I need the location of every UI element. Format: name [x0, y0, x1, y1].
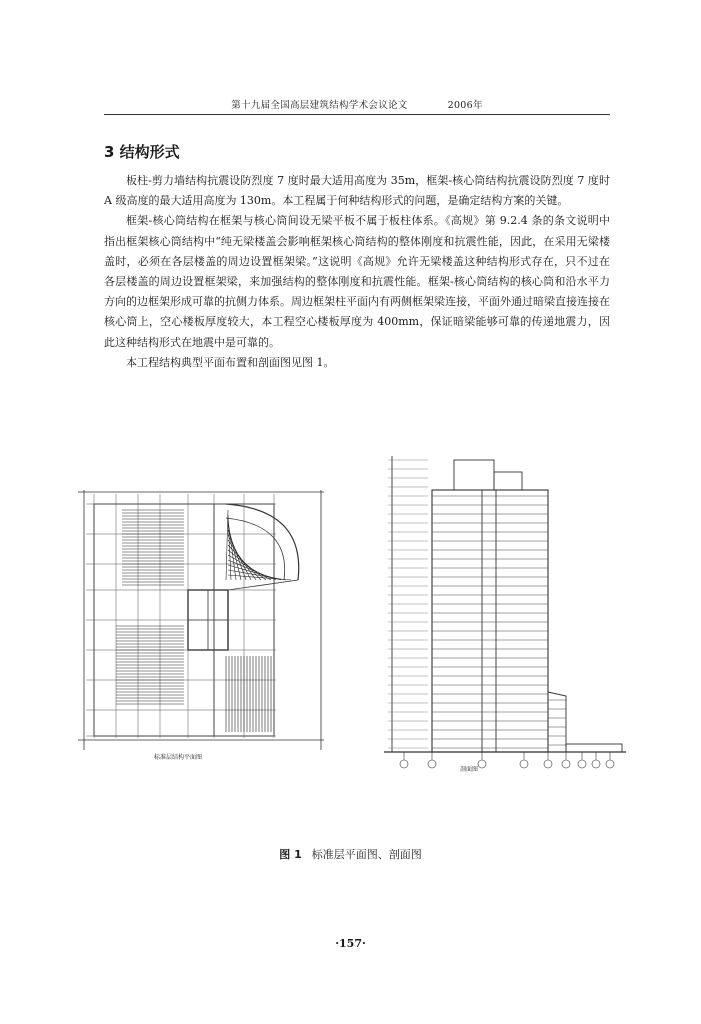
plan-radial-beam	[226, 510, 228, 580]
plan-radial-beam	[228, 575, 291, 580]
page-number: ·157·	[335, 937, 366, 950]
header-rule	[104, 114, 610, 115]
paragraph-1: 板柱-剪力墙结构抗震设防烈度 7 度时最大适用高度为 35m，框架-核心筒结构抗震设防烈度 7 度时 A 级高度的最大适用高度为 130m。本工程属于何种结构形式的问题，是确定结构方案的关键。	[104, 174, 610, 208]
section-axis-bubble	[592, 760, 600, 768]
section-axis-bubble	[520, 760, 528, 768]
running-header	[104, 97, 610, 113]
section-axis-bubble	[562, 760, 570, 768]
figure-number: 图 1	[279, 848, 302, 861]
figure-caption-text: 标准层平面图、剖面图	[311, 848, 422, 861]
plan-radial-beam	[228, 570, 286, 580]
body-text	[104, 171, 610, 373]
building-section-drawing	[384, 452, 626, 782]
section-axis-bubble	[428, 760, 436, 768]
paragraph-2: 框架-核心筒结构在框架与核心筒间设无梁平板不属于板柱体系。《高规》第 9.2.4 条的条文说明中指出框架核心筒结构中“纯无梁楼盖会影响框架核心筒结构的整体刚度和抗震性能，因此，在采用无梁楼盖时，必须在各层楼盖的周边设置框架梁。”这说明《高规》允许无梁楼盖这种结构形式存在，只不过在各层楼盖的周边设置框架梁，来加强结构的整体刚度和抗震性能。框架-核心筒结构的核心筒和沿水平力方向的边框架形成可靠的抗侧力体系。周边框架柱平面内有两侧框架梁连接，平面外通过暗梁直接连接在核心筒上，空心楼板厚度较大，本工程空心楼板厚度为 400mm，保证暗梁能够可靠的传递地震力，因此这种结构形式在地震中是可靠的。	[104, 214, 610, 349]
section-axis-bubble	[478, 760, 486, 768]
figure-caption	[0, 846, 701, 862]
section-axis-bubble	[606, 760, 614, 768]
header-year: 2006年	[447, 100, 483, 111]
floor-plan-drawing	[76, 470, 326, 770]
section-caption: 剖面图	[460, 766, 479, 773]
conference-name: 第十九届全国高层建筑结构学术会议论文	[231, 100, 408, 111]
paragraph-3: 本工程结构典型平面布置和剖面图见图 1。	[126, 355, 335, 369]
section-title: 3 结构形式	[104, 143, 180, 161]
section-axis-bubble	[578, 760, 586, 768]
section-axis-bubble	[400, 760, 408, 768]
plan-caption: 标准层结构平面图	[154, 754, 203, 761]
section-axis-bubble	[544, 760, 552, 768]
